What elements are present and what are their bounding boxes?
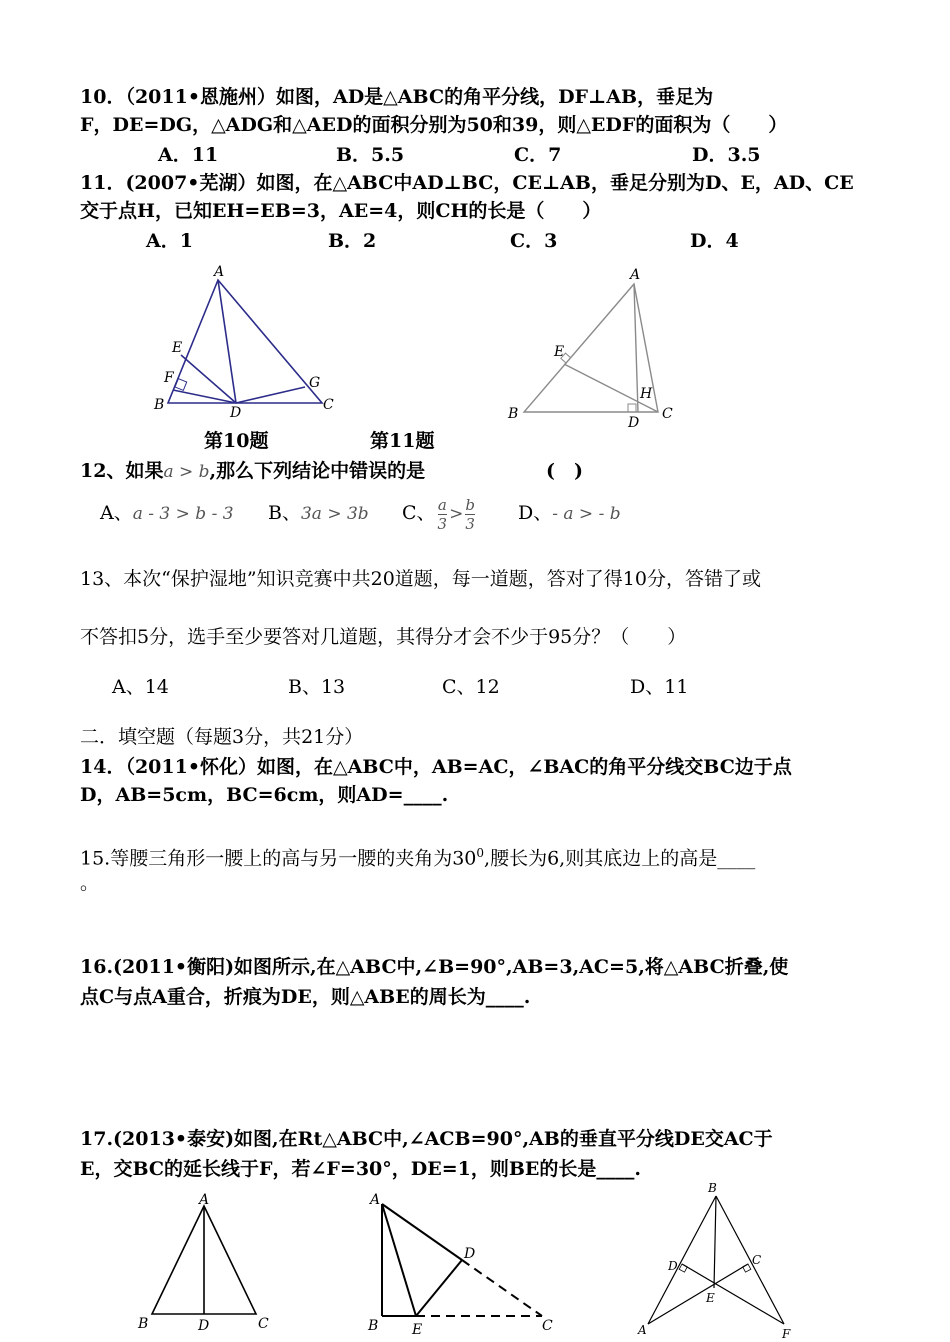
- q12-option-a: [100, 500, 234, 527]
- q15-text-a: 15.等腰三角形一腰上的高与另一腰的夹角为30: [80, 847, 477, 870]
- q11-option-b: B．2: [328, 230, 377, 252]
- q11-option-a: A．1: [146, 230, 193, 252]
- q12-option-a-expr: a - 3 > b - 3: [132, 504, 234, 524]
- figure-14: [130, 1192, 280, 1338]
- fig14-label-d: D: [198, 1318, 210, 1334]
- fig10-caption: 第10题: [204, 430, 269, 452]
- q12-option-a-label: A、: [100, 502, 133, 524]
- q11-line2: 交于点H，已知EH=EB=3，AE=4，则CH的长是（ ）: [80, 200, 602, 222]
- figure-11: [500, 262, 700, 432]
- q11-line1: 11．(2007•芜湖）如图，在△ABC中AD⊥BC，CE⊥AB，垂足分别为D、E，AD、CE: [80, 172, 854, 194]
- fig16-label-d: D: [464, 1246, 476, 1262]
- q13-option-c: C、12: [442, 676, 500, 698]
- q15-line1: [80, 840, 755, 871]
- q12-c-num1: a: [437, 495, 447, 514]
- q10-line2: F，DE=DG，△ADG和△AED的面积分别为50和39，则△EDF的面积为（ ）: [80, 114, 788, 136]
- q11-option-c: C．3: [510, 230, 558, 252]
- q12-option-d-label: D、: [518, 502, 553, 524]
- fig11-label-d: D: [628, 415, 640, 431]
- fig10-label-e: E: [172, 340, 183, 356]
- figure-16: [362, 1188, 562, 1340]
- q15-text-b: ,腰长为6,则其底边上的高是____: [484, 847, 756, 870]
- q12-c-op: >: [449, 504, 464, 524]
- q14-line2: D，AB=5cm，BC=6cm，则AD=____.: [80, 784, 449, 806]
- fig10-label-f: F: [164, 370, 174, 386]
- q12-option-c: [402, 488, 477, 539]
- q12-c-den2: 3: [465, 514, 475, 533]
- q13-line2: 不答扣5分，选手至少要答对几道题，其得分才会不少于95分？（ ）: [80, 626, 687, 648]
- q10-option-a: A．11: [158, 144, 219, 166]
- fig14-label-b: B: [138, 1316, 149, 1332]
- fig16-label-c: C: [542, 1318, 553, 1334]
- fig11-label-c: C: [662, 406, 673, 422]
- section-2-heading: 二．填空题（每题3分，共21分）: [80, 726, 364, 748]
- q10-option-b: B．5.5: [336, 144, 405, 166]
- q15-line2: 。: [80, 872, 100, 894]
- q12-option-b-label: B、: [268, 502, 301, 524]
- q14-line1: 14．（2011•怀化）如图，在△ABC中，AB=AC，∠BAC的角平分线交BC边于点: [80, 756, 792, 778]
- q12-paren: ( ): [546, 460, 583, 482]
- fig10-label-a: A: [214, 264, 225, 280]
- q12-option-d: [518, 500, 621, 527]
- fig11-label-h: H: [640, 386, 653, 402]
- q13-option-b: B、13: [288, 676, 346, 698]
- q17-line1: 17.(2013•泰安)如图,在Rt△ABC中,∠ACB=90°,AB的垂直平分线DE交AC于: [80, 1128, 773, 1150]
- q12-option-c-frac1: [438, 496, 448, 533]
- fig11-label-b: B: [508, 406, 519, 422]
- fig16-label-b: B: [368, 1318, 379, 1334]
- fig11-label-a: A: [630, 267, 641, 283]
- q12-prefix: 12、如果: [80, 460, 164, 482]
- fig11-label-e: E: [554, 344, 565, 360]
- fig10-label-d: D: [230, 405, 242, 421]
- q16-line1: 16.(2011•衡阳)如图所示,在△ABC中,∠B=90°,AB=3,AC=5,将△ABC折叠,使: [80, 956, 789, 978]
- q17-line2: E，交BC的延长线于F，若∠F=30°，DE=1，则BE的长是____.: [80, 1158, 642, 1180]
- q12-c-num2: b: [465, 495, 475, 514]
- figure-17: [636, 1178, 806, 1340]
- q13-option-d: D、11: [630, 676, 689, 698]
- fig14-label-a: A: [199, 1192, 210, 1208]
- q12-suffix: ,那么下列结论中错误的是: [209, 460, 426, 482]
- fig17-label-e: E: [706, 1291, 715, 1305]
- q10-line1: 10．（2011•恩施州）如图，AD是△ABC的角平分线，DF⊥AB，垂足为: [80, 86, 714, 108]
- fig10-label-c: C: [323, 397, 334, 413]
- q13-option-a: A、14: [112, 676, 169, 698]
- q12-option-c-label: C、: [402, 502, 436, 524]
- fig17-label-f: F: [782, 1327, 791, 1340]
- q12-line: [80, 458, 425, 485]
- fig16-label-a: A: [370, 1192, 381, 1208]
- fig17-label-d: D: [668, 1259, 678, 1273]
- figure-10: [150, 262, 340, 424]
- q10-option-c: C．7: [514, 144, 562, 166]
- q12-c-den1: 3: [437, 514, 448, 533]
- fig16-label-e: E: [412, 1322, 423, 1338]
- q16-line2: 点C与点A重合，折痕为DE，则△ABE的周长为____.: [80, 986, 531, 1008]
- q15-sup: 0: [476, 846, 485, 860]
- fig17-label-c: C: [752, 1253, 762, 1267]
- fig11-caption: 第11题: [370, 430, 435, 452]
- q12-condition: a > b: [163, 462, 210, 482]
- q12-option-d-expr: - a > - b: [552, 504, 621, 524]
- fig17-label-a: A: [638, 1323, 647, 1337]
- fig14-label-c: C: [258, 1316, 269, 1332]
- q11-option-d: D．4: [690, 230, 739, 252]
- fig10-label-g: G: [309, 375, 321, 391]
- q10-option-d: D．3.5: [692, 144, 761, 166]
- q13-line1: 13、本次“保护湿地”知识竞赛中共20道题，每一道题，答对了得10分，答错了或: [80, 568, 761, 590]
- q12-option-b-expr: 3a > 3b: [300, 504, 369, 524]
- fig10-label-b: B: [154, 397, 165, 413]
- fig17-label-b: B: [708, 1181, 717, 1195]
- q12-option-c-frac2: [465, 496, 475, 533]
- q12-option-b: [268, 500, 369, 527]
